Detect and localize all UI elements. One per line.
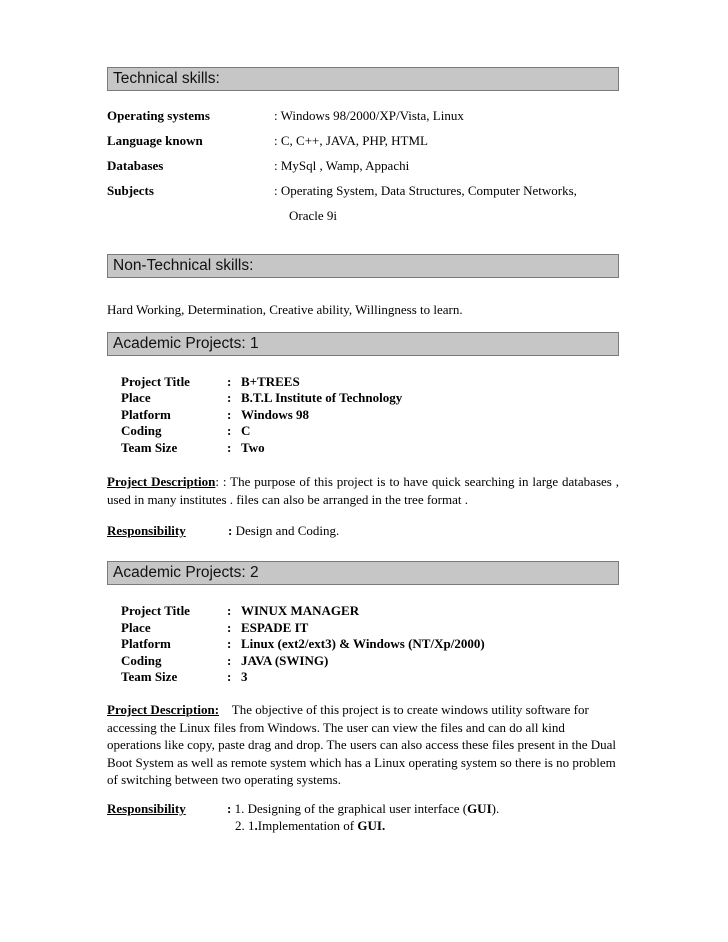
p1-team-size-value: Two bbox=[241, 440, 265, 455]
language-label: Language known bbox=[107, 133, 203, 148]
p1-description-label: Project Description bbox=[107, 474, 216, 489]
subjects-label: Subjects bbox=[107, 183, 154, 198]
p1-responsibility-text: Design and Coding. bbox=[235, 523, 340, 538]
p1-team-size-colon: : bbox=[227, 440, 232, 455]
p1-coding-label: Coding bbox=[121, 423, 162, 438]
p1-responsibility bbox=[107, 523, 186, 539]
os-value: : Windows 98/2000/XP/Vista, Linux bbox=[274, 108, 464, 123]
p2-resp-2-pre: 2. 1 bbox=[235, 818, 255, 833]
p1-description-text: : : The purpose of this project is to have quick searching in large databases , used in many institutes . files can also be arranged in the tree format . bbox=[107, 474, 619, 507]
p1-place-label: Place bbox=[121, 390, 151, 405]
p2-responsibility-colon: : bbox=[227, 801, 232, 816]
p2-responsibility-item-1 bbox=[227, 801, 499, 817]
p1-platform-value: Windows 98 bbox=[241, 407, 310, 422]
p2-coding-label: Coding bbox=[121, 653, 162, 668]
p2-coding-colon: : bbox=[227, 653, 232, 668]
p1-responsibility-colon: : bbox=[228, 523, 233, 538]
p1-title-value: B+TREES bbox=[241, 374, 300, 389]
p2-platform-label: Platform bbox=[121, 636, 171, 651]
p1-place-colon: : bbox=[227, 390, 232, 405]
p2-resp-1-pre: 1. Designing of the graphical user interface ( bbox=[234, 801, 468, 816]
p2-resp-2-text: Implementation of bbox=[257, 818, 358, 833]
databases-label: Databases bbox=[107, 158, 164, 173]
p2-responsibility-item-2 bbox=[235, 818, 385, 834]
p2-coding-value: JAVA (SWING) bbox=[241, 653, 329, 668]
non-technical-skills-header bbox=[107, 254, 619, 278]
p2-team-size-label: Team Size bbox=[121, 669, 178, 684]
p2-team-size-value: 3 bbox=[241, 669, 248, 684]
subjects-value-cont: Oracle 9i bbox=[289, 208, 338, 223]
p1-responsibility-value bbox=[228, 523, 339, 539]
p2-resp-2-bold: GUI. bbox=[357, 818, 386, 833]
p2-team-size-colon: : bbox=[227, 669, 232, 684]
academic-project-1-heading: Academic Projects: 1 bbox=[113, 335, 259, 352]
p1-responsibility-label: Responsibility bbox=[107, 523, 186, 538]
p2-resp-2-mid: . bbox=[254, 818, 258, 833]
p1-title-colon: : bbox=[227, 374, 232, 389]
subjects-value: : Operating System, Data Structures, Computer Networks, bbox=[274, 183, 577, 198]
academic-project-2-heading: Academic Projects: 2 bbox=[113, 564, 259, 581]
p2-title-colon: : bbox=[227, 603, 232, 618]
p2-title-label: Project Title bbox=[121, 603, 190, 618]
technical-skills-header bbox=[107, 67, 619, 91]
p2-responsibility-label: Responsibility bbox=[107, 801, 186, 816]
p2-resp-1-bold: GUI bbox=[467, 801, 492, 816]
p1-place-value: B.T.L Institute of Technology bbox=[241, 390, 403, 405]
p1-platform-colon: : bbox=[227, 407, 232, 422]
p2-place-colon: : bbox=[227, 620, 232, 635]
p2-description-label: Project Description: bbox=[107, 702, 220, 717]
p2-platform-colon: : bbox=[227, 636, 232, 651]
p2-place-label: Place bbox=[121, 620, 151, 635]
p2-place-value: ESPADE IT bbox=[241, 620, 309, 635]
p2-title-value: WINUX MANAGER bbox=[241, 603, 360, 618]
academic-project-1-header bbox=[107, 332, 619, 356]
p2-platform-value: Linux (ext2/ext3) & Windows (NT/Xp/2000) bbox=[241, 636, 485, 651]
non-technical-skills-heading: Non-Technical skills: bbox=[113, 257, 254, 274]
technical-skills-heading: Technical skills: bbox=[113, 70, 220, 87]
non-technical-skills-text: Hard Working, Determination, Creative ability, Willingness to learn. bbox=[107, 302, 463, 317]
p1-team-size-label: Team Size bbox=[121, 440, 178, 455]
p1-platform-label: Platform bbox=[121, 407, 171, 422]
databases-value: : MySql , Wamp, Appachi bbox=[274, 158, 410, 173]
academic-project-2-header bbox=[107, 561, 619, 585]
p2-description-text: The objective of this project is to create windows utility software for accessing the Linux files from Windows. The user can view the files and can do all kind operations like copy, paste drag and drop. The users can also access these files present in the Dual Boot System as well as remote system which has a Linux operating system so there is no problem of switching between two operating systems. bbox=[107, 702, 616, 787]
p1-coding-colon: : bbox=[227, 423, 232, 438]
p2-responsibility bbox=[107, 801, 186, 817]
p1-description bbox=[107, 473, 619, 508]
p2-resp-1-post: ). bbox=[491, 801, 500, 816]
os-label: Operating systems bbox=[107, 108, 210, 123]
p1-title-label: Project Title bbox=[121, 374, 190, 389]
p1-coding-value: C bbox=[241, 423, 251, 438]
p2-description bbox=[107, 701, 619, 789]
language-value: : C, C++, JAVA, PHP, HTML bbox=[274, 133, 428, 148]
